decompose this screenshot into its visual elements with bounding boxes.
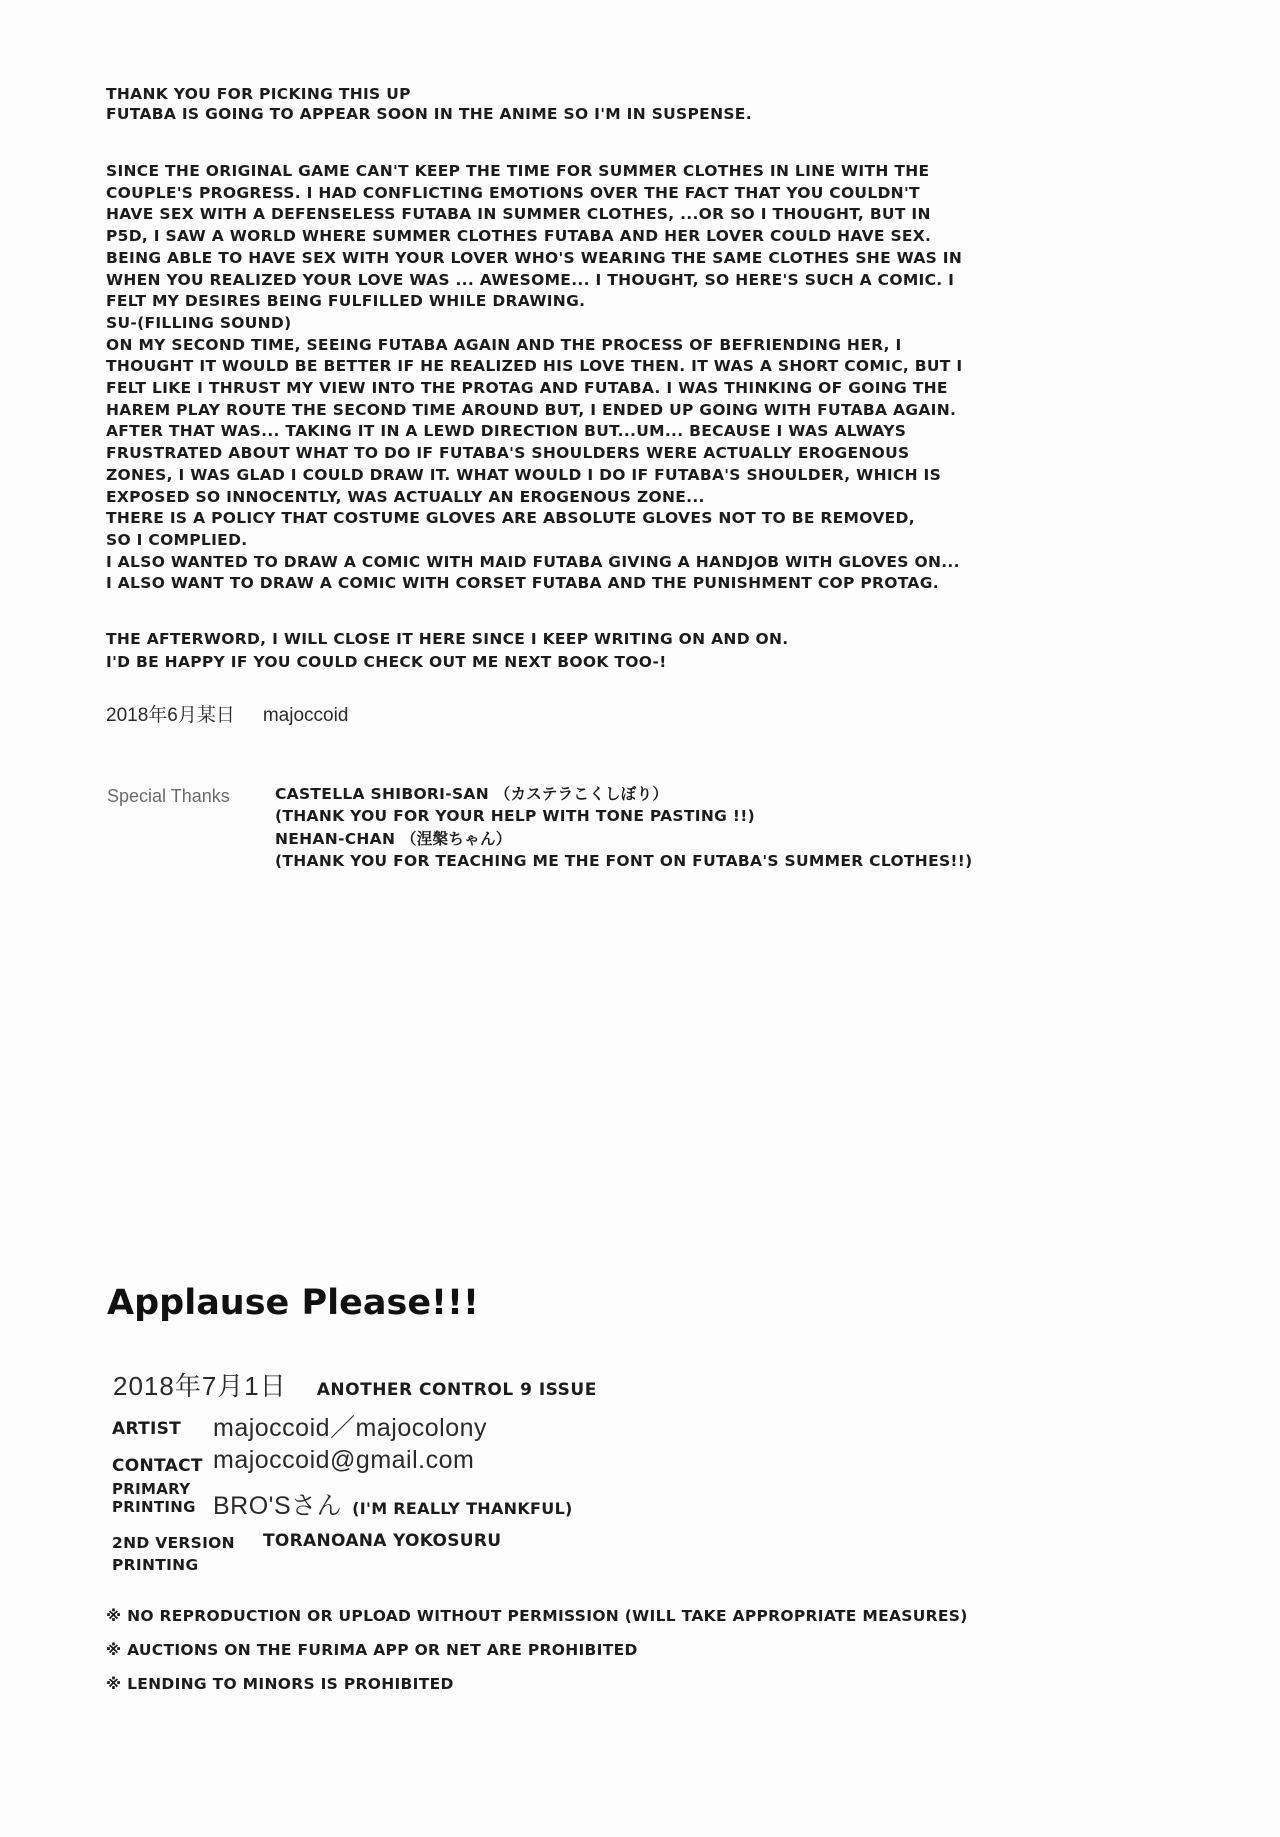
special-thanks-list	[275, 783, 973, 872]
closing-line: THE AFTERWORD, I WILL CLOSE IT HERE SINCE I KEEP WRITING ON AND ON.	[106, 630, 789, 648]
contact-label: CONTACT	[112, 1456, 203, 1476]
body-line: AFTER THAT WAS... TAKING IT IN A LEWD DIRECTION BUT...UM... BECAUSE I WAS ALWAYS	[106, 422, 907, 441]
signoff-date: 2018年6月某日	[106, 705, 235, 726]
body-line: I ALSO WANTED TO DRAW A COMIC WITH MAID FUTABA GIVING A HANDJOB WITH GLOVES ON...	[106, 552, 960, 571]
body-line: THERE IS A POLICY THAT COSTUME GLOVES ARE ABSOLUTE GLOVES NOT TO BE REMOVED,	[106, 509, 915, 528]
legal-note: ※ AUCTIONS ON THE FURIMA APP OR NET ARE PROHIBITED	[106, 1641, 638, 1659]
second-printing-label-line: PRINTING	[112, 1556, 199, 1574]
issue-date: 2018年7月1日	[113, 1371, 287, 1401]
closing-line: I'D BE HAPPY IF YOU COULD CHECK OUT ME NEXT BOOK TOO-!	[106, 652, 667, 671]
intro-paragraph	[106, 84, 752, 124]
special-thanks-line: (THANK YOU FOR YOUR HELP WITH TONE PASTING !!)	[275, 807, 755, 826]
signoff-line	[106, 700, 348, 727]
body-line: ON MY SECOND TIME, SEEING FUTABA AGAIN AND THE PROCESS OF BEFRIENDING HER, I	[106, 335, 902, 354]
special-thanks-line: NEHAN-CHAN （涅槃ちゃん）	[275, 829, 512, 848]
body-line: COUPLE'S PROGRESS. I HAD CONFLICTING EMOTIONS OVER THE FACT THAT YOU COULDN'T	[106, 183, 920, 202]
body-line: WHEN YOU REALIZED YOUR LOVE WAS ... AWESOME... I THOUGHT, SO HERE'S SUCH A COMIC. I	[106, 270, 955, 289]
second-printing-label	[112, 1532, 235, 1576]
issue-name: ANOTHER CONTROL 9 ISSUE	[316, 1380, 597, 1400]
body-line: FRUSTRATED ABOUT WHAT TO DO IF FUTABA'S SHOULDERS WERE ACTUALLY EROGENOUS	[106, 444, 910, 463]
body-paragraph	[106, 161, 962, 595]
body-line: EXPOSED SO INNOCENTLY, WAS ACTUALLY AN EROGENOUS ZONE...	[106, 487, 705, 506]
legal-notes	[106, 1599, 968, 1701]
body-line: BEING ABLE TO HAVE SEX WITH YOUR LOVER WHO'S WEARING THE SAME CLOTHES SHE WAS IN	[106, 248, 963, 267]
primary-printing-label	[112, 1481, 196, 1516]
body-line: FELT LIKE I THRUST MY VIEW INTO THE PROTAG AND FUTABA. I WAS THINKING OF GOING THE	[106, 379, 948, 398]
closing-paragraph	[106, 628, 789, 673]
body-line: P5D, I SAW A WORLD WHERE SUMMER CLOTHES FUTABA AND HER LOVER COULD HAVE SEX.	[106, 227, 932, 246]
issue-line	[113, 1366, 597, 1403]
second-printing-label-line: 2ND VERSION	[112, 1534, 235, 1552]
body-line: HAREM PLAY ROUTE THE SECOND TIME AROUND BUT, I ENDED UP GOING WITH FUTABA AGAIN.	[106, 400, 957, 419]
special-thanks-line: (THANK YOU FOR TEACHING ME THE FONT ON FUTABA'S SUMMER CLOTHES!!)	[275, 851, 973, 870]
artist-value: majoccoid／majocolony	[213, 1414, 488, 1442]
primary-printing-label-line: PRIMARY	[112, 1480, 191, 1498]
body-line: FELT MY DESIRES BEING FULFILLED WHILE DRAWING.	[106, 292, 586, 311]
legal-note: ※ NO REPRODUCTION OR UPLOAD WITHOUT PERMISSION (WILL TAKE APPROPRIATE MEASURES)	[106, 1607, 968, 1625]
primary-printing-note: (I'M REALLY THANKFUL)	[352, 1499, 573, 1518]
signoff-author: majoccoid	[262, 705, 349, 726]
primary-printing-name: BRO'Sさん	[213, 1492, 343, 1520]
special-thanks-label: Special Thanks	[107, 786, 230, 806]
body-line: I ALSO WANT TO DRAW A COMIC WITH CORSET FUTABA AND THE PUNISHMENT COP PROTAG.	[106, 574, 939, 593]
legal-note: ※ LENDING TO MINORS IS PROHIBITED	[106, 1675, 454, 1693]
colophon-title: Applause Please!!!	[107, 1283, 479, 1323]
body-line: SU-(FILLING SOUND)	[106, 313, 292, 332]
body-line: SINCE THE ORIGINAL GAME CAN'T KEEP THE TIME FOR SUMMER CLOTHES IN LINE WITH THE	[106, 162, 930, 180]
body-line: ZONES, I WAS GLAD I COULD DRAW IT. WHAT WOULD I DO IF FUTABA'S SHOULDER, WHICH IS	[106, 465, 942, 484]
body-line: SO I COMPLIED.	[106, 530, 248, 549]
primary-printing-label-line: PRINTING	[112, 1497, 196, 1516]
second-printing-value: TORANOANA YOKOSURU	[263, 1531, 502, 1551]
intro-line: FUTABA IS GOING TO APPEAR SOON IN THE ANIME SO I'M IN SUSPENSE.	[106, 105, 752, 123]
artist-label: ARTIST	[112, 1419, 182, 1439]
contact-value: majoccoid@gmail.com	[213, 1446, 475, 1474]
special-thanks-line: CASTELLA SHIBORI-SAN （カステラこくしぼり）	[275, 785, 669, 803]
primary-printing-value	[213, 1486, 573, 1522]
body-line: THOUGHT IT WOULD BE BETTER IF HE REALIZED HIS LOVE THEN. IT WAS A SHORT COMIC, BUT I	[106, 357, 963, 376]
body-line: HAVE SEX WITH A DEFENSELESS FUTABA IN SUMMER CLOTHES, ...OR SO I THOUGHT, BUT IN	[106, 205, 931, 224]
intro-line: THANK YOU FOR PICKING THIS UP	[106, 85, 411, 103]
